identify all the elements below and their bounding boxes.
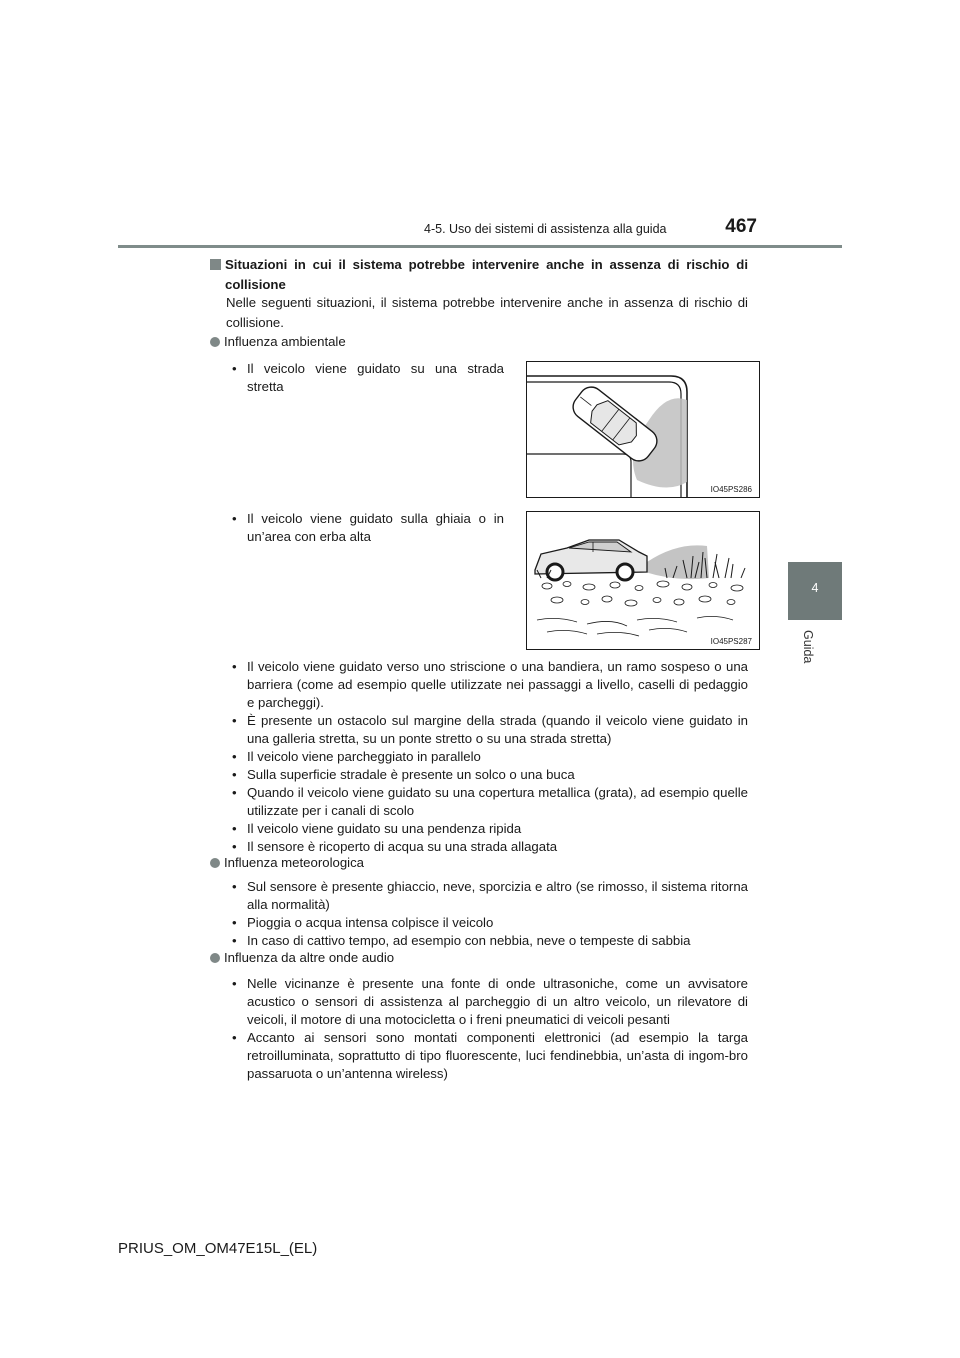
- category-title: Influenza da altre onde audio: [224, 950, 395, 965]
- list-item-text: Il veicolo viene parcheggiato in parallelo: [247, 749, 481, 764]
- figure-code: IO45PS286: [710, 485, 752, 494]
- category-title: Influenza meteorologica: [224, 855, 365, 870]
- list-item-text: Il veicolo viene guidato verso uno striscione o una bandiera, un ramo sospeso o una barriera (come ad esempio quelle utilizzate nei passaggi a livello, caselli di pedaggio e parcheggi).: [247, 659, 748, 710]
- figure-item-list: [232, 360, 504, 396]
- bullet-glyph: •: [232, 976, 237, 991]
- figure-item-list: [232, 510, 504, 546]
- figure-narrow-road: [526, 361, 760, 498]
- list-item: [232, 914, 748, 932]
- header-rule: [118, 245, 842, 248]
- list-item: [232, 766, 748, 784]
- bullet-glyph: •: [232, 749, 237, 764]
- list-item: [232, 878, 748, 914]
- chapter-tab-number: 4: [811, 581, 819, 595]
- list-item: [232, 784, 748, 820]
- chapter-tab-label-wrap: [801, 630, 824, 690]
- list-item-text: Pioggia o acqua intensa colpisce il veicolo: [247, 915, 494, 930]
- section-heading-text: Situazioni in cui il sistema potrebbe intervenire anche in assenza di rischio di collisione: [225, 257, 748, 292]
- list-item: [232, 748, 748, 766]
- list-item: [232, 1029, 748, 1083]
- bullet-glyph: •: [232, 915, 237, 930]
- list-item-text: Sul sensore è presente ghiaccio, neve, sporcizia e altro (se rimosso, il sistema ritorna alla normalità): [247, 879, 748, 912]
- list-item: [232, 360, 504, 396]
- circle-bullet-icon: [210, 858, 220, 868]
- page-number: 467: [725, 216, 757, 237]
- bullet-glyph: •: [232, 511, 237, 526]
- square-bullet-icon: [210, 259, 221, 270]
- list-item: [232, 510, 504, 546]
- bullet-glyph: •: [232, 713, 237, 728]
- bullet-glyph: •: [232, 879, 237, 894]
- category-heading: [210, 853, 364, 873]
- list-item-text: È presente un ostacolo sul margine della strada (quando il veicolo viene guidato in una galleria stretta, su un ponte stretto o su una strada stretta): [247, 713, 748, 746]
- bullet-glyph: •: [232, 933, 237, 948]
- list-item: [232, 820, 748, 838]
- list-item-text: Il veicolo viene guidato su una pendenza ripida: [247, 821, 522, 836]
- narrow-road-illustration-icon: [527, 362, 759, 497]
- item-list-environment: [232, 658, 748, 856]
- bullet-glyph: •: [232, 361, 237, 376]
- category-title: Influenza ambientale: [224, 334, 346, 349]
- list-item-text: In caso di cattivo tempo, ad esempio con nebbia, neve o tempeste di sabbia: [247, 933, 691, 948]
- list-item: [232, 712, 748, 748]
- list-item: [232, 975, 748, 1029]
- bullet-glyph: •: [232, 785, 237, 800]
- figure-code: IO45PS287: [710, 637, 752, 646]
- list-item-text: Il sensore è ricoperto di acqua su una strada allagata: [247, 839, 558, 854]
- figure-gravel-grass: [526, 511, 760, 650]
- circle-bullet-icon: [210, 953, 220, 963]
- list-item-text: Quando il veicolo viene guidato su una copertura metallica (grata), ad esempio quelle utilizzate per i canali di scolo: [247, 785, 748, 818]
- header-section-title: 4-5. Uso dei sistemi di assistenza alla guida: [424, 222, 667, 236]
- bullet-glyph: •: [232, 659, 237, 674]
- circle-bullet-icon: [210, 337, 220, 347]
- bullet-glyph: •: [232, 821, 237, 836]
- list-item-text: Sulla superficie stradale è presente un solco o una buca: [247, 767, 575, 782]
- category-heading: [210, 948, 394, 968]
- intro-paragraph: Nelle seguenti situazioni, il sistema potrebbe intervenire anche in assenza di rischio di collisione.: [226, 295, 748, 330]
- list-item-text: Nelle vicinanze è presente una fonte di onde ultrasoniche, come un avvisatore acustico o sensori di assistenza al parcheggio di un altro veicolo, un rilevatore di veicoli, il motore di una motocicletta o i freni pneumatici di veicoli pesanti: [247, 976, 748, 1027]
- item-list-weather: [232, 878, 748, 950]
- list-item-text: Il veicolo viene guidato sulla ghiaia o in un’area con erba alta: [247, 511, 504, 544]
- bullet-glyph: •: [232, 1030, 237, 1045]
- list-item-text: Accanto ai sensori sono montati componenti elettronici (ad esempio la targa retroilluminata, soprattutto di tipo fluorescente, luci fendinebbia, un’asta di ingom-bro passaruota o un’antenna wireless): [247, 1030, 748, 1081]
- gravel-tall-grass-illustration-icon: [527, 512, 759, 649]
- bullet-glyph: •: [232, 839, 237, 854]
- document-code: PRIUS_OM_OM47E15L_(EL): [118, 1240, 318, 1257]
- item-list-audio: [232, 975, 748, 1083]
- list-item-text: Il veicolo viene guidato su una strada stretta: [247, 361, 504, 394]
- bullet-glyph: •: [232, 767, 237, 782]
- chapter-tab-label: Guida: [801, 630, 815, 664]
- section-heading: [210, 255, 748, 295]
- category-heading: [210, 332, 346, 352]
- list-item: [232, 658, 748, 712]
